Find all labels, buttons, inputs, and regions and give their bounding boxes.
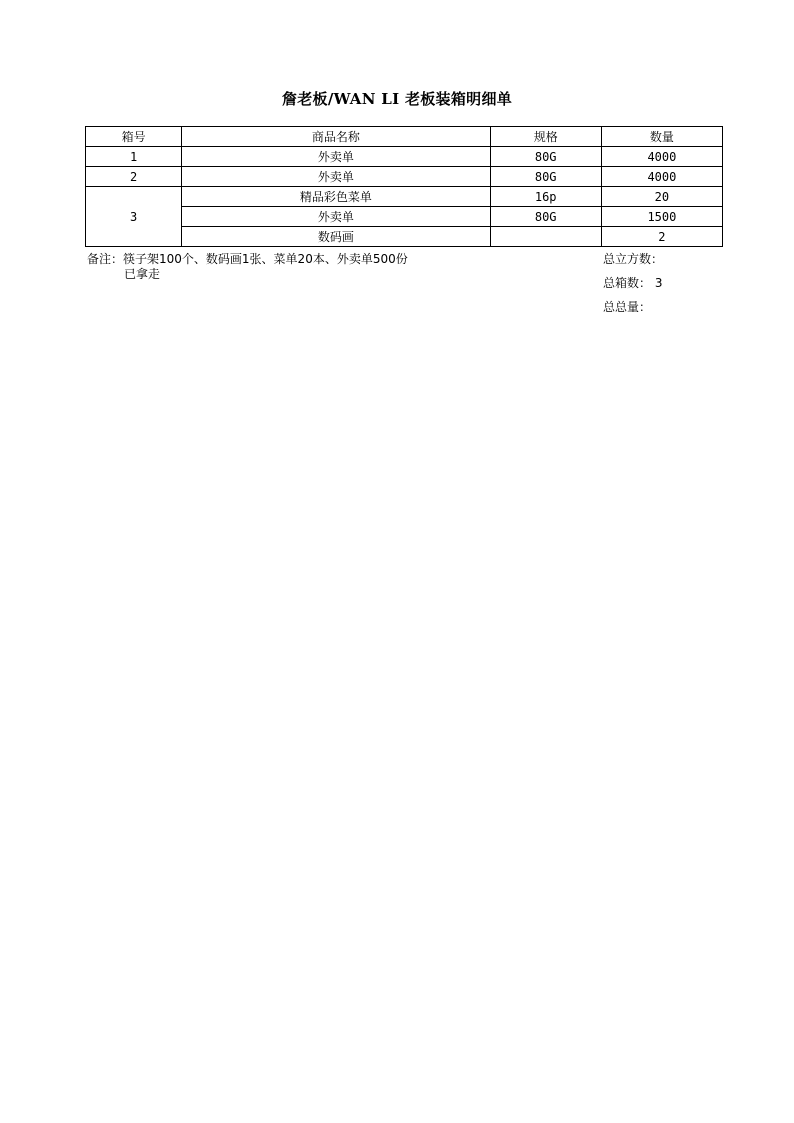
product-name-cell: 数码画 (182, 227, 490, 247)
remarks-section (87, 252, 447, 282)
header-spec: 规格 (490, 127, 601, 147)
quantity-cell: 2 (601, 227, 722, 247)
total-weight-label: 总总量： (603, 300, 652, 314)
header-product-name: 商品名称 (182, 127, 490, 147)
header-box-no: 箱号 (86, 127, 182, 147)
quantity-cell: 1500 (601, 207, 722, 227)
table-row (86, 207, 723, 227)
total-boxes-label: 总箱数： 3 (603, 276, 663, 290)
remarks-line-2: 已拿走 (124, 267, 161, 281)
header-quantity: 数量 (601, 127, 722, 147)
quantity-cell: 20 (601, 187, 722, 207)
spec-cell: 80G (490, 167, 601, 187)
spec-cell: 16p (490, 187, 601, 207)
product-name-cell: 外卖单 (182, 147, 490, 167)
remarks-label: 备注： (87, 252, 124, 266)
quantity-cell: 4000 (601, 147, 722, 167)
product-name-cell: 外卖单 (182, 167, 490, 187)
box-no-cell: 2 (86, 167, 182, 187)
quantity-cell: 4000 (601, 167, 722, 187)
document-title: 詹老板/WAN LI 老板装箱明细单 (281, 90, 513, 108)
packing-list-table (85, 126, 723, 247)
table-row (86, 167, 723, 187)
total-volume-label: 总立方数： (603, 252, 664, 266)
spec-cell (490, 227, 601, 247)
table-header-row (86, 127, 723, 147)
table-row (86, 187, 723, 207)
table-row (86, 227, 723, 247)
spec-cell: 80G (490, 147, 601, 167)
product-name-cell: 外卖单 (182, 207, 490, 227)
spec-cell: 80G (490, 207, 601, 227)
box-no-cell: 1 (86, 147, 182, 167)
product-name-cell: 精品彩色菜单 (182, 187, 490, 207)
box-no-cell: 3 (86, 187, 182, 247)
table-row (86, 147, 723, 167)
remarks-line-1: 筷子架100个、数码画1张、菜单20本、外卖单500份 (123, 252, 408, 266)
